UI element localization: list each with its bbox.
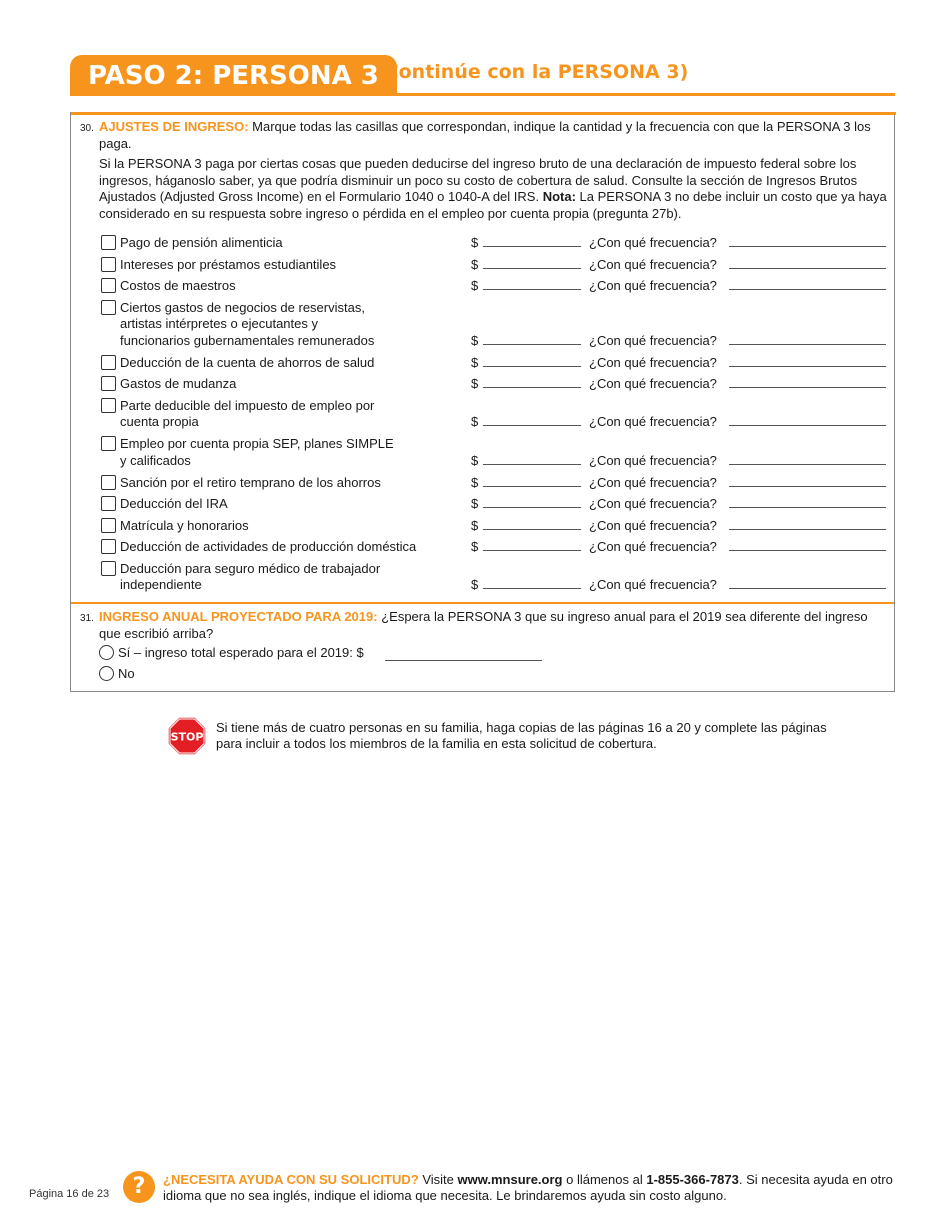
paragraph-text: Si la PERSONA 3 paga por ciertas cosas que pueden deducirse del ingreso bruto de una declaración de impuesto federal sobre los ingresos, háganoslo saber, ya que podría disminuir un poco su costo de cobertura de salud. Consulte la sección de Ingresos Brutos Ajustados (Adjusted Gross Income) en el Formulario 1040 o 1040-A del IRS.: [99, 156, 858, 204]
page-number: Página 16 de 23: [29, 1188, 110, 1200]
deduction-checkbox[interactable]: [101, 278, 116, 293]
amount-field[interactable]: [483, 539, 581, 551]
dollar-sign: $: [471, 354, 479, 370]
frequency-label: ¿Con qué frecuencia?: [589, 256, 717, 272]
dollar-sign: $: [471, 577, 479, 592]
frequency-field[interactable]: [729, 333, 886, 345]
note-label: Nota:: [542, 189, 576, 204]
stop-sign-icon: [167, 716, 207, 756]
deduction-label-line: funcionarios gubernamentales remunerados: [120, 332, 375, 348]
deduction-label: [120, 257, 450, 274]
deduction-label: [120, 235, 450, 252]
frequency-label: ¿Con qué frecuencia?: [589, 452, 717, 468]
note-text: La PERSONA 3 no debe incluir un costo que ya haya considerado en su respuesta sobre ingreso o pérdida en el empleo por cuenta propia (pregunta 27b).: [99, 189, 887, 221]
deduction-label-line: Deducción del IRA: [120, 496, 228, 511]
deduction-checkbox[interactable]: [101, 496, 116, 511]
deduction-label-line: y calificados: [120, 452, 191, 468]
stop-notice: Si tiene más de cuatro personas en su familia, haga copias de las páginas 16 a 20 y complete las páginas para incluir a todos los miembros de la familia en esta solicitud de cobertura.: [216, 720, 827, 751]
deduction-label: [120, 561, 450, 594]
deduction-row: [101, 376, 891, 393]
deduction-checkbox[interactable]: [101, 376, 116, 391]
dollar-sign: $: [471, 256, 479, 272]
question-30-title: AJUSTES DE INGRESO:: [99, 119, 249, 134]
frequency-field[interactable]: [729, 257, 886, 269]
deduction-label: [120, 518, 450, 535]
deduction-checkbox[interactable]: [101, 355, 116, 370]
frequency-field[interactable]: [729, 414, 886, 426]
deduction-checkbox[interactable]: [101, 257, 116, 272]
frequency-label: ¿Con qué frecuencia?: [589, 376, 717, 391]
deduction-row: [101, 257, 891, 274]
deduction-checkbox[interactable]: [101, 561, 116, 576]
stop-sign-text: STOP: [170, 730, 204, 744]
question-number: 31.: [80, 613, 94, 624]
header-rule: [70, 93, 895, 96]
radio-yes[interactable]: [99, 645, 114, 660]
deduction-checkbox[interactable]: [101, 300, 116, 315]
deduction-checkbox[interactable]: [101, 398, 116, 413]
radio-yes-label: Sí – ingreso total esperado para el 2019: $: [118, 645, 364, 660]
frequency-label: ¿Con qué frecuencia?: [589, 332, 717, 348]
help-website-link[interactable]: www.mnsure.org: [457, 1172, 563, 1187]
dollar-sign: $: [471, 235, 479, 250]
help-pre: Visite: [422, 1172, 454, 1187]
deduction-checkbox[interactable]: [101, 436, 116, 451]
deduction-row: [101, 278, 891, 295]
deduction-row: [101, 398, 891, 431]
question-divider: [71, 602, 894, 604]
amount-field[interactable]: [483, 577, 581, 589]
frequency-field[interactable]: [729, 518, 886, 530]
deduction-label-line: cuenta propia: [120, 414, 199, 429]
amount-field[interactable]: [483, 257, 581, 269]
question-30-instruction: Marque todas las casillas que correspondan, indique la cantidad y la frecuencia con que la PERSONA 3 los paga.: [99, 119, 871, 151]
frequency-label: ¿Con qué frecuencia?: [589, 278, 717, 293]
deduction-label-line: Intereses por préstamos estudiantiles: [120, 256, 337, 272]
deduction-label-line: Sanción por el retiro temprano de los ahorros: [120, 474, 381, 490]
frequency-label: ¿Con qué frecuencia?: [589, 496, 717, 511]
question-number: 30.: [80, 123, 94, 134]
frequency-field[interactable]: [729, 235, 886, 247]
deduction-row: [101, 300, 891, 350]
frequency-field[interactable]: [729, 496, 886, 508]
deduction-row: [101, 475, 891, 492]
deduction-label-line: Deducción de actividades de producción doméstica: [120, 539, 417, 554]
deduction-checkbox[interactable]: [101, 235, 116, 250]
radio-no-label: No: [118, 666, 135, 681]
deduction-label-line: Costos de maestros: [120, 278, 236, 293]
help-title: ¿NECESITA AYUDA CON SU SOLICITUD?: [163, 1172, 419, 1187]
expected-income-field[interactable]: [385, 648, 542, 661]
help-icon: ?: [123, 1171, 155, 1203]
frequency-label: ¿Con qué frecuencia?: [589, 354, 717, 370]
deduction-row: [101, 496, 891, 513]
deduction-label-line: Matrícula y honorarios: [120, 517, 249, 533]
section-subtitle: (Continúe con la PERSONA 3): [376, 61, 689, 83]
deduction-checkbox[interactable]: [101, 518, 116, 533]
dollar-sign: $: [471, 376, 479, 391]
dollar-sign: $: [471, 278, 479, 293]
frequency-label: ¿Con qué frecuencia?: [589, 414, 717, 429]
help-post: . Si necesita ayuda en otro idioma que no sea inglés, indique el idioma que necesita. Le brindaremos ayuda sin costo alguno.: [163, 1172, 893, 1203]
dollar-sign: $: [471, 539, 479, 554]
deduction-label: [120, 398, 450, 431]
deduction-label-line: artistas intérpretes o ejecutantes y: [120, 316, 318, 331]
frequency-label: ¿Con qué frecuencia?: [589, 539, 717, 554]
dollar-sign: $: [471, 332, 479, 348]
deduction-label: [120, 300, 450, 350]
frequency-field[interactable]: [729, 453, 886, 465]
dollar-sign: $: [471, 414, 479, 429]
deduction-label: [120, 278, 450, 295]
deduction-checkbox[interactable]: [101, 475, 116, 490]
frequency-field[interactable]: [729, 278, 886, 290]
amount-field[interactable]: [483, 355, 581, 367]
dollar-sign: $: [471, 474, 479, 490]
deduction-label-line: Pago de pensión alimenticia: [120, 235, 283, 250]
help-mid: o llámenos al: [566, 1172, 643, 1187]
section-header: [70, 55, 895, 97]
help-text: [163, 1172, 903, 1204]
form-box: [70, 112, 895, 692]
deduction-label: [120, 475, 450, 492]
deduction-label-line: Parte deducible del impuesto de empleo por: [120, 397, 375, 413]
amount-field[interactable]: [483, 376, 581, 388]
deduction-label-line: Deducción para seguro médico de trabajador: [120, 560, 381, 576]
amount-field[interactable]: [483, 235, 581, 247]
radio-no[interactable]: [99, 666, 114, 681]
deduction-label: [120, 436, 450, 469]
frequency-field[interactable]: [729, 475, 886, 487]
amount-field[interactable]: [483, 333, 581, 345]
frequency-field[interactable]: [729, 376, 886, 388]
amount-field[interactable]: [483, 518, 581, 530]
deduction-label: [120, 355, 450, 372]
dollar-sign: $: [471, 496, 479, 511]
deduction-label-line: Ciertos gastos de negocios de reservistas,: [120, 299, 365, 315]
deduction-label-line: independiente: [120, 577, 202, 592]
question-30-paragraph: [99, 156, 889, 222]
frequency-label: ¿Con qué frecuencia?: [589, 517, 717, 533]
deduction-row: [101, 436, 891, 469]
deduction-row: [101, 355, 891, 372]
section-title: PASO 2: PERSONA 3: [70, 55, 397, 95]
deduction-label: [120, 496, 450, 513]
amount-field[interactable]: [483, 453, 581, 465]
deduction-label-line: Gastos de mudanza: [120, 376, 237, 391]
frequency-label: ¿Con qué frecuencia?: [589, 235, 717, 250]
deduction-label-line: Empleo por cuenta propia SEP, planes SIMPLE: [120, 436, 394, 451]
dollar-sign: $: [471, 452, 479, 468]
frequency-label: ¿Con qué frecuencia?: [589, 577, 717, 592]
deduction-label: [120, 376, 450, 393]
frequency-field[interactable]: [729, 577, 886, 589]
question-31-title: INGRESO ANUAL PROYECTADO PARA 2019:: [99, 609, 378, 624]
dollar-sign: $: [471, 517, 479, 533]
amount-field[interactable]: [483, 496, 581, 508]
deduction-label: [120, 539, 450, 556]
amount-field[interactable]: [483, 414, 581, 426]
question-31-text: [99, 609, 889, 642]
box-top-rule: [71, 112, 896, 115]
deduction-row: [101, 518, 891, 535]
deduction-row: [101, 235, 891, 252]
amount-field[interactable]: [483, 475, 581, 487]
question-31-question: ¿Espera la PERSONA 3 que su ingreso anual para el 2019 sea diferente del ingreso que escribió arriba?: [99, 609, 868, 641]
deduction-checkbox[interactable]: [101, 539, 116, 554]
deduction-row: [101, 561, 891, 594]
help-phone: 1-855-366-7873: [646, 1172, 739, 1187]
question-30-intro: [99, 119, 889, 152]
frequency-field[interactable]: [729, 539, 886, 551]
amount-field[interactable]: [483, 278, 581, 290]
deduction-row: [101, 539, 891, 556]
deduction-label-line: Deducción de la cuenta de ahorros de salud: [120, 354, 375, 370]
frequency-field[interactable]: [729, 355, 886, 367]
frequency-label: ¿Con qué frecuencia?: [589, 474, 717, 490]
